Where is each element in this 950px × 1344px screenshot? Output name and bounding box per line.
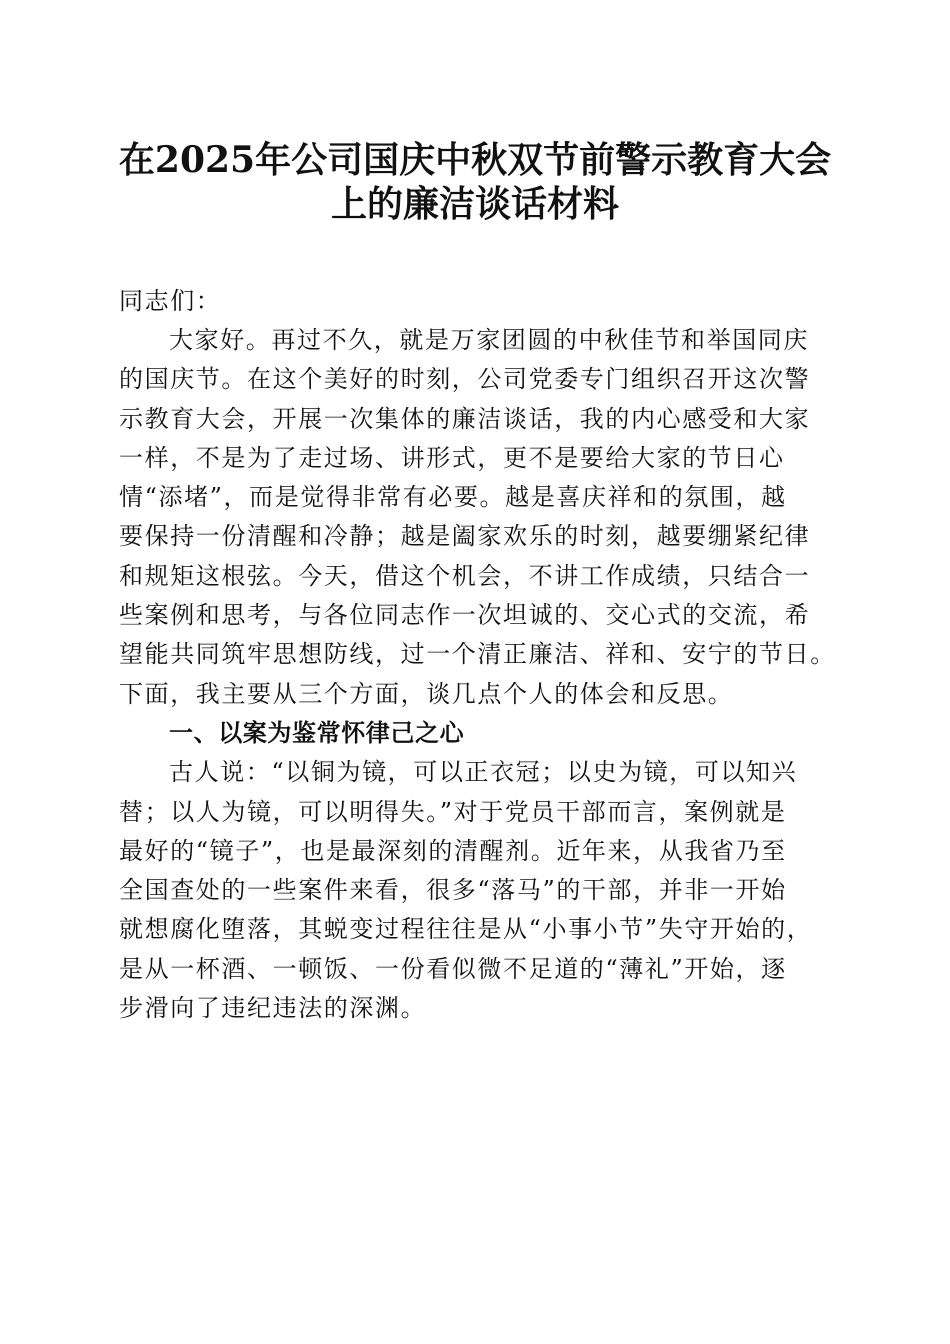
- opening-paragraph: [119, 321, 835, 714]
- paragraph-line: 的国庆节。在这个美好的时刻，公司党委专门组织召开这次警: [119, 365, 811, 394]
- paragraph-line: 要保持一份清醒和冷静；越是阖家欢乐的时刻，越要绷紧纪律: [119, 522, 811, 551]
- paragraph-line: 替；以人为镜，可以明得失。”对于党员干部而言，案例就是: [119, 797, 787, 826]
- paragraph-line: 下面，我主要从三个方面，谈几点个人的体会和反思。: [119, 679, 734, 708]
- paragraph-line: 些案例和思考，与各位同志作一次坦诚的、交心式的交流，希: [119, 601, 811, 630]
- paragraph-line: 是从一杯酒、一顿饭、一份看似微不足道的“薄礼”开始，逐: [119, 954, 787, 983]
- document-title: [110, 138, 840, 226]
- paragraph-line: 和规矩这根弦。今天，借这个机会，不讲工作成绩，只结合一: [119, 561, 811, 590]
- paragraph-line: 情“添堵”，而是觉得非常有必要。越是喜庆祥和的氛围，越: [119, 483, 787, 512]
- paragraph-line: 一样，不是为了走过场、讲形式，更不是要给大家的节日心: [119, 443, 785, 472]
- paragraph-line: 古人说：“以铜为镜，可以正衣冠；以史为镜，可以知兴: [169, 758, 798, 787]
- document-body: [119, 282, 835, 1028]
- paragraph-line: 望能共同筑牢思想防线，过一个清正廉洁、祥和、安宁的节日。: [119, 640, 836, 669]
- section-heading: 一、以案为鉴常怀律己之心: [169, 718, 465, 747]
- title-line-1: 在2025年公司国庆中秋双节前警示教育大会: [118, 139, 832, 181]
- title-line-2: 上的廉洁谈话材料: [330, 183, 619, 225]
- paragraph-line: 大家好。再过不久，就是万家团圆的中秋佳节和举国同庆: [169, 326, 809, 354]
- paragraph-line: 全国查处的一些案件来看，很多“落马”的干部，并非一开始: [119, 876, 787, 905]
- paragraph-line: 就想腐化堕落，其蜕变过程往往是从“小事小节”失守开始的，: [119, 915, 813, 944]
- salutation: 同志们：: [119, 287, 222, 315]
- paragraph-line: 最好的“镜子”，也是最深刻的清醒剂。近年来，从我省乃至: [119, 836, 787, 865]
- section-1-paragraph: [119, 753, 835, 1028]
- paragraph-line: 步滑向了违纪违法的深渊。: [119, 994, 427, 1023]
- paragraph-line: 示教育大会，开展一次集体的廉洁谈话，我的内心感受和大家: [119, 404, 811, 433]
